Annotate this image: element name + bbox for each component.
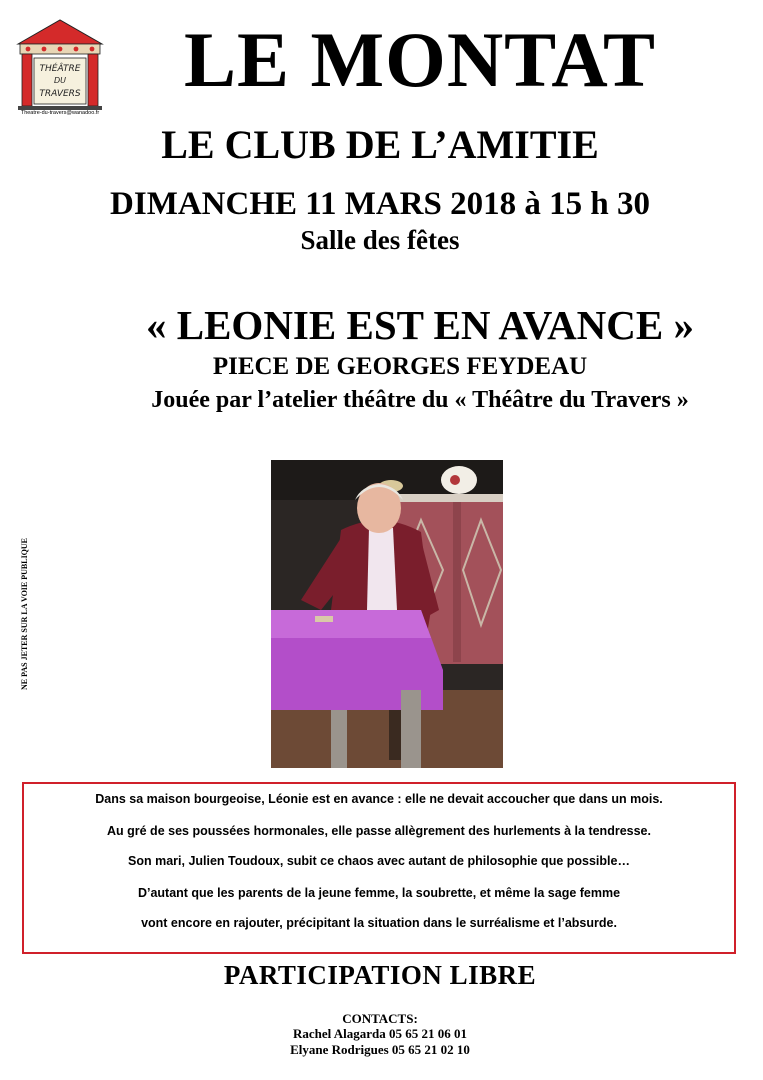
logo-email: Theatre-du-travers@wanadoo.fr	[20, 110, 100, 116]
theatre-logo	[14, 16, 106, 122]
logo-line-1: THÉÂTRE	[39, 64, 81, 74]
logo-line-3: TRAVERS	[39, 89, 81, 99]
synopsis-line: Son mari, Julien Toudoux, subit ce chaos avec autant de philosophie que possible…	[128, 854, 630, 868]
play-title: « LEONIE EST EN AVANCE »	[145, 302, 694, 348]
participation-label: PARTICIPATION LIBRE	[223, 960, 537, 990]
litter-notice: NE PAS JETER SUR LA VOIE PUBLIQUE	[20, 537, 29, 690]
synopsis-line: vont encore en rajouter, précipitant la situation dans le surréalisme et l’absurde.	[141, 916, 617, 930]
synopsis-line: Dans sa maison bourgeoise, Léonie est en avance : elle ne devait accoucher que dans un mois.	[95, 792, 663, 806]
event-venue: Salle des fêtes	[300, 225, 460, 255]
club-name: LE CLUB DE L’AMITIE	[161, 122, 599, 167]
synopsis-line: D’autant que les parents de la jeune femme, la soubrette, et même la sage femme	[137, 886, 621, 900]
contact-entry: Rachel Alagarda 05 65 21 06 01	[292, 1026, 468, 1041]
page-title: LE MONTAT	[184, 16, 656, 103]
logo-line-2: DU	[53, 76, 67, 85]
contact-entry: Elyane Rodrigues 05 65 21 02 10	[290, 1042, 470, 1057]
synopsis-box	[22, 782, 736, 954]
play-troupe: Jouée par l’atelier théâtre du « Théâtre du Travers »	[151, 387, 689, 413]
event-date: DIMANCHE 11 MARS 2018 à 15 h 30	[110, 186, 650, 222]
contacts-heading: CONTACTS:	[342, 1011, 418, 1026]
synopsis-line: Au gré de ses poussées hormonales, elle passe allègrement des hurlements à la tendresse.	[107, 824, 651, 838]
actor-photo	[271, 460, 503, 768]
play-author: PIECE DE GEORGES FEYDEAU	[212, 353, 588, 380]
